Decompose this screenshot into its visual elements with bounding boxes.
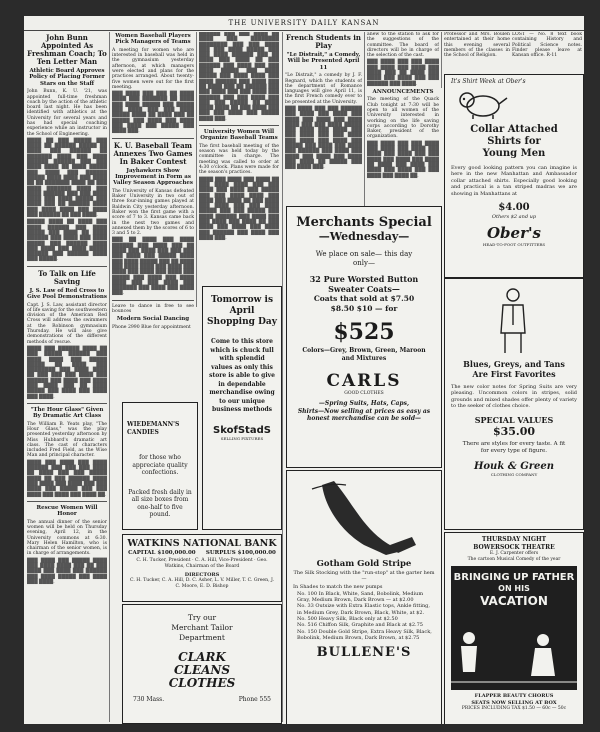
headline-modern-dancing: Modern Social Dancing — [116, 316, 190, 323]
article-filler: ███ ██ ████ ███ ████ ██████ ███ ████ ███ ██ ████ ███ ████ ███ ███ ███ ███ ████ ███ █████ ████ ███ ████ █████ ███ ██ ████ ███ ████ ████ ███ ████ ███ ████ ███ ████ ███ ████ ███ █████ ███ ████ ███ ████ ████ ███ ███ ████ ███ ███████ ███ ████ ███ ████ ███. — [112, 238, 194, 297]
carls-spring: —Spring Suits, Hats, Caps, — [318, 400, 410, 407]
merchants-was: Coats that sold at $7.50 — [313, 294, 415, 303]
theatre-poster — [451, 566, 577, 690]
skofstads-logo: SkofStadS — [213, 424, 271, 436]
man-in-suit-illustration — [485, 285, 541, 355]
merchants-was-2: $8.50 $10 — for — [330, 303, 398, 313]
bank-directors: C. H. Tucker, C. A. Hill, D. C. Asher, L. V. Miller, T. C. Green, J. C. Moore, E. D. Bishop — [130, 578, 274, 589]
bullenes-logo: BULLENE'S — [316, 645, 412, 661]
theatre-desc: The cartoon Musical Comedy of the year — [467, 557, 561, 562]
bank-capital: CAPITAL $100,000.00 — [128, 550, 196, 556]
april-shopping-ad — [202, 286, 282, 530]
article-filler: ██████ ███ ███ ████ ██ ████ ███ ████████ ████████ ███ ███ ████ ███ ███ ████ █████ ███ ███ ████ ██████ ███ ██ ████ ███ ████ ██ ███ ██████ ███ ████ ███ ███ ████ █████ ███ ████ █████ ███ ████ ████ ███ ████ ██████ ███ ████ ███ ██ ████ ███ ██ ██████ ███ ███ ████ ███ ███ ████ ███ ██████ ███ ███ ████ ███ ███ ███ █████ ██ ████ ████ ████ ██ ███ ████ ███ ███ ███ ████ ███ █████ ████ ███. — [199, 32, 279, 122]
wiedemann-quality: for those who appreciate quality confections. — [132, 454, 188, 476]
bulldog-illustration — [453, 88, 513, 120]
theatre-beauties: FLAPPER BEAUTY CHORUS — [474, 693, 554, 699]
obers-head-3: Young Men — [482, 148, 546, 159]
column-divider — [364, 32, 365, 218]
theatre-name: BOWERSOCK THEATRE — [473, 543, 555, 551]
show-title-2: ON HIS — [498, 584, 530, 593]
cartoon-figures-illustration — [451, 626, 577, 686]
announcements-body: The meeting of the Quack Club tonight at 7:30 will be open to all women of the University interested in working on the life saving corps according to Dorothy Baker, president of the organization. — [367, 97, 439, 140]
bank-surplus: SURPLUS $100,000.00 — [205, 550, 276, 556]
article-filler: ███ ████ ███ ███ ████ ███ ████ ███ ████ ███ ████ ███ ██ ████ ███ ████ ███ ████ ███ ███ ██████ ███ ████. — [367, 60, 439, 87]
headline-senior-women: Rescue Women Will Honor — [36, 504, 98, 518]
wiedemann-ad — [122, 402, 198, 530]
article-filler: ████ ███ ████ ███ ████ ██████ ███ ███ ███ ████ ██ ████ ███ ███ █████ ████ ██ ███ ██████ ████ ███ ████ ███ ████ ███ ███ ████ ███ █████ ███ ███ ████ ███ ████ ███ ████ ██. — [27, 460, 107, 498]
headline-life-saving: To Talk on Life Saving — [38, 268, 96, 286]
tailor-address: 730 Mass. — [133, 696, 165, 703]
rule — [112, 300, 194, 301]
obers-tagline: HEAD-TO-FOOT OUTFITTERS — [482, 242, 546, 248]
houk-body: The new color notes for Spring Suits are very pleasing. Uncommon colors in stripes, solid grounds and mixed shades offer plenty of variety to the seeker of clothes choice. — [451, 384, 577, 410]
article-filler: ███ ████ ███ █████ ████ ███ ████ ████ ███ ██ ███ ████ ███ ████ ███ ██████ ███ ████ █████ ███ ████ ███ ████. — [27, 558, 107, 585]
rule — [112, 138, 194, 139]
carls-tagline: GOOD CLOTHES — [344, 391, 384, 396]
headline-university-women: University Women Will Organize Baseball Teams — [200, 129, 278, 142]
bank-directors-label: DIRECTORS — [184, 572, 220, 578]
article-french-play-body: "Le Distrait," a comedy by J. F. Regnard, which the students of the department of Romance languages will give April 11, is the first French comedy ever to be presented at the University. — [285, 73, 362, 105]
article-filler: ███ ████ ███ ███ ██████ ███ ████ ███ ████ ███ ████ ███ ████ ███ ████ ████ ███ ███ ████ █████ ███ ████ ███ ████ ███ ███ ████ ███ ███ ████ ███ ████ ███ ████ ███ █████ ███ ████ ███ ████ ███ ██████ ███ ████ ███ ████ ███ ████ ███ ████ ███ ████ ██ █████ ███ ███ ████ ███. — [285, 107, 362, 171]
subhead-baker-games: Jayhawkers Show Improvement in Form as Valley Season Approaches — [113, 167, 193, 187]
theatre-prices: PRICES INCLUDING TAX $1.50 — 60c — 50c — [461, 706, 567, 711]
tailor-contact-row — [133, 696, 271, 703]
carls-logo: CARLS — [326, 371, 402, 391]
merchants-item: 32 Pure Worsted Button Sweater Coats— — [309, 274, 419, 294]
show-title-3: VACATION — [480, 594, 548, 608]
gotham-item-list — [297, 591, 435, 641]
column-divider — [441, 32, 442, 88]
merchants-special-ad — [286, 206, 442, 468]
article-filler: ████ ██ ███ █████ ███ ████ ██ ██████ █████ ██ ████ ███ ██████ ██ ███████ ████ ███ ████ ██████ ██████ ███ ███ ████ ████ ██ ████ █████ ███ ████ ███ ██████ █████ ████ ████ ███ ████ ██ ██ ███████ ████ ██ ███ ████ ███████ ████ ███ ████ ██████ ███ ███ ████ ████ ███ ████ █████ ███ ████ ███ ██ ██████ ████ ███ ████ ████ ███ ████ ███ ██████ ██ ███ ████. █████ ████ ██ ████ ███ ████ ██████ ███ ████ █████ ███ ████ ██ ████ ██████ ███ ████ ███ ████ █████ ███ ██████ ████ ███ ████ ███ ████ █████ ██████ ███ ██████ ████ ███ █████. — [27, 138, 107, 263]
rule — [27, 501, 107, 502]
column-5 — [367, 32, 439, 218]
article-women-baseball-body: A meeting for women who are interested in baseball was held in the gymnasium yesterday afternoon, at which managers were elected and plans for the practices arranged. About twenty-five women were out for the first meeting. — [112, 47, 194, 90]
houk-tagline: CLOTHING COMPANY — [490, 471, 538, 477]
column-1 — [27, 32, 107, 722]
headline-french-play: French Students in Play — [285, 33, 362, 50]
column-divider — [282, 32, 283, 722]
subhead-life-saving: J. S. Law of Red Cross to Give Pool Demonstrations — [27, 287, 107, 301]
merchants-colors: Colors—Grey, Brown, Green, Maroon and Mixtures — [302, 347, 426, 362]
obers-price-sub: Others $2 and up — [491, 214, 537, 221]
bowersock-theatre-ad — [444, 532, 584, 724]
houk-special: SPECIAL VALUES — [474, 414, 554, 425]
article-filler: ███ ████ ███ ███ ██ ████ ████ ███ ███████ ██ ████ ███ ████ █████ ███ █████ ███ ████ ███ ███ ████ █████ ████ ██ ████ ███ ██ █████ ███ ████ ███ ████ ███ ████ ███ █████ ███ ████ ███. — [112, 92, 194, 135]
column-divider — [109, 32, 110, 722]
headline-bunn: John Bunn Appointed As Freshman Coach; To Ten Letter Man — [27, 33, 107, 66]
masthead: THE UNIVERSITY DAILY KANSAN — [24, 16, 584, 31]
obers-head-2: Shirts for — [487, 136, 541, 147]
obers-shirt-week: It's Shirt Week at Ober's — [451, 78, 526, 85]
article-filler: ████ ███ ████ ███ ████ ██ ███ ████ ████ ███ ███ ████ ███ ████ ███ █████ ███ ███ ████ ████ ███ ████ ███ ████ ██ ███ ████ ███ ████ ███ ███ ████ █████ ███ ███ █████ ███ ████ ██████ ███ ████ ███ ███ ████ ███ ████ ██ ███ ████ ███ ████ ███ ████ ███ ██████ ███ ████ ███ ████ ███. — [199, 177, 279, 241]
article-senior-women-body: The annual dinner of the senior women will be held on Thursday evening, April 12, in the University commons at 6:30. Mary Helen Hamilton, who is chairman of the senior women, is in charge of arrangements. — [27, 519, 107, 557]
obers-body: Every good looking pattern you can imagine is here in the new Manhattan and Ambassador collar attached shirts. Especially good looking and practical is a tan striped madras we are showing in Manhattans at — [451, 165, 577, 197]
subhead-french-play: "Le Distrait," a Comedy, Will be Presented April 11 — [286, 52, 361, 71]
clark-logo-1: CLARK — [178, 650, 226, 664]
merchants-intro: We place on sale— this day only— — [315, 250, 413, 267]
houk-head-2: Are First Favorites — [472, 369, 556, 379]
clark-logo-2: CLEANS — [173, 663, 231, 677]
obers-price: $4.00 — [498, 202, 530, 214]
tailor-line-2: Merchant Tailor — [171, 623, 233, 632]
lost-notice: LOST — No. 8 text book containing History and Political Science notes. Finder please leave at Kansan office. R-11 — [512, 32, 582, 59]
merchants-title: Merchants Special — [296, 215, 432, 230]
merchants-price: $525 — [333, 319, 395, 345]
dance-notice: Leave to dance in free to see bounces — [112, 303, 194, 315]
merchants-day: —Wednesday— — [318, 230, 410, 243]
tailor-line-3: Department — [179, 633, 225, 642]
article-col5-body: anew to the station to ask for the suggestions of the committee. The board of directors will be in charge of the selection of the cast. — [367, 32, 439, 59]
rule — [27, 266, 107, 267]
houk-line: There are styles for every taste. A fit for every type of figure. — [462, 440, 566, 454]
gotham-item: No. 100 In Black, White, Sand, Bobolink, Medium Gray, Medium Brown, Dark Brown — at $2.00 — [297, 590, 424, 604]
column-divider — [196, 32, 197, 307]
gotham-title: Gotham Gold Stripe — [316, 559, 412, 569]
column-3 — [199, 32, 279, 302]
obers-logo: Ober's — [486, 224, 542, 243]
houk-price: $35.00 — [492, 424, 536, 438]
show-title-1: BRINGING UP FATHER — [453, 572, 575, 583]
theatre-day: THURSDAY NIGHT — [481, 536, 547, 543]
obers-ad — [444, 74, 584, 278]
gotham-sub: The Silk Stocking with the "run-stop" at the garter hem— — [293, 570, 435, 583]
clark-tailor-ad — [122, 604, 282, 724]
obers-head-1: Collar Attached — [470, 124, 558, 135]
carls-shirts: Shirts—Now selling at prices as easy as honest merchandise can be sold— — [297, 407, 431, 422]
article-life-saving-body: Capt. J. S. Law, assistant director of life saving for the southwestern division of the American Red Cross will address the swimmers at the Robinson gymnasium Thursday. He will also give demonstrations of the different methods of rescue. — [27, 302, 107, 345]
headline-baker-games: K. U. Baseball Team Annexes Two Games In Baker Contest — [113, 140, 193, 166]
gotham-item: No. 33 Outsize with Extra Elastic tops, Ankle fitting, in Medium Grey, Dark Brown, Black, White, at $2. — [297, 603, 430, 616]
houk-green-ad — [444, 278, 584, 530]
houk-head-1: Blues, Greys, and Tans — [463, 359, 565, 369]
headline-women-baseball: Women Baseball Players Pick Managers of Teams — [115, 33, 191, 46]
gotham-item: No. 516 Chiffon Silk, Graphite and Black at $2.75 — [297, 622, 423, 629]
rule — [199, 125, 279, 126]
article-filler: ███ ████ ███ ███ ████ ███ ████ ███ ████ ███ ████ ███ ████ ███ ███ ████ ███ ████ ███ ████ ██ ████ ███ ████ ███ ████ ███ ████ ███ ███ ████ ███ ████ ██. — [367, 141, 439, 179]
theatre-seats: SEATS NOW SELLING AT BOX — [471, 699, 557, 706]
entertain-note: Professor and Mrs. Boulen entertained at their home this evening several members of the classes in the School of Religion. — [444, 32, 510, 59]
newspaper-page — [24, 16, 584, 724]
article-university-women-body: The first baseball meeting of the season was held today by the committee in charge. The meeting was called to order at 4:30 o'clock. Plans were made for the season's practices. — [199, 143, 279, 176]
subhead-bunn: Athletic Board Approves Policy of Placing Former Stars on the Staff — [29, 68, 105, 87]
clark-logo-3: CLOTHES — [168, 676, 236, 690]
stocking-illustration — [294, 475, 434, 557]
headline-announcements: ANNOUNCEMENTS — [372, 88, 434, 95]
theatre-presents: E. J. Carpenter offers — [489, 551, 539, 556]
headline-hour-glass: "The Hour Glass" Given By Dramatic Art Class — [30, 406, 104, 420]
wiedemann-packed: Packed fresh daily in all size boxes from one-half to five pound. — [128, 488, 192, 518]
tailor-phone: Phone 555 — [238, 696, 271, 703]
rule — [27, 403, 107, 404]
april-shopping-title: Tomorrow is April Shopping Day — [207, 295, 277, 327]
houk-logo: Houk & Green — [473, 460, 555, 472]
bank-capital-row — [123, 550, 281, 556]
tailor-line-1: Try our — [187, 613, 217, 622]
article-baker-games-body: The University of Kansas defeated Baker University in two out of three four-inning games played at Baldwin City yesterday afternoon. Baker won the first game with a score of 7 to 3. Kansas came back in the next two games and annexed them by the scores of 6 to 3 and 5 to 2. — [112, 188, 194, 237]
modern-dancing-phone: Phone 2990 Blue for appointment — [112, 324, 191, 330]
bank-officers: C. H. Tucker, President · C. A. Hill, Vice-President · Geo. Watkins, Chairman of the Board — [136, 558, 268, 569]
article-filler: ████ ███ ██████ ████ ██ ███ █████ ██████ ███ ████ ████ ███ █████ █████ ██ ████ ███ ████████ ███ ████ ████ ██ ███ ███ ███ ████ ███ ██████ ███ ████ ███ ████ ███ ████ ███ ██ ████ █████ ███ ████ ███ ████ ███ ████. — [27, 346, 107, 400]
gotham-item: No. 150 Double Gold Stripe, Extra Heavy Silk, Black, Bobolink, Medium Brown, Dark Brown, at $2.75 — [297, 628, 432, 641]
bullenes-ad — [286, 470, 442, 724]
gotham-intro: In Shades to match the new pumps — [293, 583, 383, 590]
gotham-item: No. 500 Heavy Silk, Black only at $2.50 — [297, 616, 398, 623]
wiedemann-title: WIEDEMANN'S CANDIES — [127, 421, 180, 436]
article-bunn-body: John Bunn, K. U. '21, was appointed full-time freshman coach by the action of the athletic board last night. He has been identified with athletics at the University for several years and has had special coaching experience while an instructor in the School of Engineering. — [27, 89, 107, 137]
skofstads-tagline: SELLING FIXTURES — [220, 435, 264, 441]
article-hour-glass-body: The William B. Yeats play, "The Hour Glass," was the play presented yesterday afternoon by Miss Hubbard's dramatic art class. The cast of characters included Fred Field, as the Wise Man and principal character. — [27, 421, 107, 459]
bank-name: WATKINS NATIONAL BANK — [127, 538, 277, 549]
april-shopping-body: Come to this store which is chuck full with splendid values as only this store is able to give in dependable merchandise owing to our unique business methods — [209, 338, 275, 413]
watkins-bank-ad — [122, 534, 282, 602]
